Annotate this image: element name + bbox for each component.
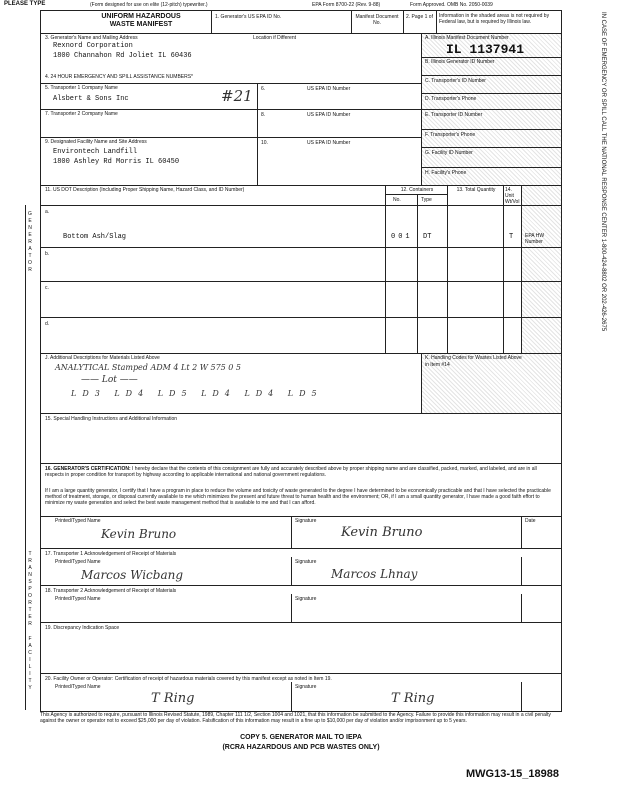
form-approved-number: Form Approved. OMB No. 2050-0039 xyxy=(410,2,493,8)
additional-desc-label: J. Additional Descriptions for Materials Listed Above xyxy=(45,355,160,361)
owner-printed-name-handwriting: T Ring xyxy=(151,691,195,706)
copy-line-1: COPY 5. GENERATOR MAIL TO IEPA xyxy=(240,734,362,741)
generator-certification-text2: If I am a large quantity generator, I certify that I have a program in place to reduce the volume and toxicity of waste generated to the degree I have determined to be economically practicable and that I have selected the practicable method of treatment, storage, or disposal currently available to me which minimizes the present and future threat to human health and the environment; OR, if I am a small quantity generator, I have made a good faith effort to minimize my waste generation and select the best waste management method that is available to me and that I can afford. xyxy=(45,488,551,506)
emergency-phone-label: 4. 24 HOUR EMERGENCY AND SPILL ASSISTANCE NUMBERS* xyxy=(45,74,194,80)
waste-row-letter: d. xyxy=(45,321,50,327)
waste-row-container-type: DT xyxy=(423,233,432,241)
transporter2-printed-name-label: Printed/Typed Name xyxy=(55,596,101,602)
dot-description-label: 11. US DOT Description (Including Proper Shipping Name, Hazard Class, and ID Number) xyxy=(45,187,245,193)
containers-type-label: Type xyxy=(421,197,432,203)
waste-row-container-no: 001 xyxy=(391,233,413,241)
transporter1-printed-name-handwriting: Marcos Wicbang xyxy=(81,568,184,582)
handling-codes-label: K. Handling Codes for Wastes Listed Above xyxy=(425,355,522,361)
facility-address: 1800 Ashley Rd Morris IL 60450 xyxy=(53,158,180,166)
transporter1-ack-label: 17. Transporter 1 Acknowledgement of Receipt of Materials xyxy=(45,551,177,557)
generator-printed-name-handwriting: Kevin Bruno xyxy=(101,527,177,541)
transporter2-ack-label: 18. Transporter 2 Acknowledgement of Receipt of Materials xyxy=(45,588,177,594)
total-quantity-label: 13. Total Quantity xyxy=(456,187,496,193)
epa-hw-number-label: EPA HW Number xyxy=(525,233,545,245)
transporter1-name-label: 5. Transporter 1 Company Name xyxy=(45,85,118,91)
state-field-g-label: G. Facility ID Number xyxy=(425,150,473,156)
unit-label: 14. Unit Wt/Vol xyxy=(505,187,520,205)
manifest-title: UNIFORM HAZARDOUS WASTE MANIFEST xyxy=(101,13,181,28)
discrepancy-label: 19. Discrepancy Indication Space xyxy=(45,625,120,631)
state-field-h-label: H. Facility's Phone xyxy=(425,170,467,176)
state-field-a-value: IL 1137941 xyxy=(446,42,525,57)
generator-signature-handwriting: Kevin Bruno xyxy=(341,525,423,540)
transporter2-name-label: 7. Transporter 2 Company Name xyxy=(45,111,118,117)
owner-signature-handwriting: T Ring xyxy=(391,691,435,706)
owner-printed-name-label: Printed/Typed Name xyxy=(55,684,101,690)
owner-cert-label: 20. Facility Owner or Operator: Certification of receipt of hazardous materials covered by this manifest except as noted in Item 19. xyxy=(45,676,332,682)
form-note: (Form designed for use on elite (12-pitch) typewriter.) xyxy=(90,2,208,8)
info-note: Information in the shaded areas is not required by Federal law, but is required by Illinois law. xyxy=(439,13,550,25)
state-field-c-label: C. Transporter's ID Number xyxy=(425,78,486,84)
generator-name: Rexnord Corporation xyxy=(53,42,133,50)
generator-certification: 16. GENERATOR'S CERTIFICATION: I hereby declare that the contents of this consignment are fully and accurately described above by proper shipping name and are classified, packed, marked, and labeled, and are in all respects in proper condition for transport by highway according to applicable international and national government regulations. xyxy=(45,466,537,478)
containers-label: 12. Containers xyxy=(400,187,434,193)
agency-note: This Agency is authorized to require, pursuant to Illinois Revised Statute, 1989, Chapter 111 1/2, Section 1004 and 1021, that this information be submitted to the Agency. Failure to provide this information may result in a civil penalty against the owner or operator not to exceed $25,000 per day of violation. Falsification of this information may result in a fine up to $10,000 per day of violation and/or imprisonment up to 5 years. xyxy=(40,712,551,724)
transporter1-printed-name-label: Printed/Typed Name xyxy=(55,559,101,565)
transporter1-handwriting: #21 xyxy=(221,87,253,105)
document-id: MWG13-15_18988 xyxy=(466,768,559,780)
generator-printed-name-label: Printed/Typed Name xyxy=(55,518,101,524)
page-label: 2. Page 1 of xyxy=(406,14,433,20)
epa-form-number: EPA Form 8700-22 (Rev. 9-88) xyxy=(312,2,381,8)
generator-side-label: GENERATOR xyxy=(27,211,33,274)
waste-row-description: Bottom Ash/Slag xyxy=(63,233,127,241)
state-field-b-label: B. Illinois Generator ID Number xyxy=(425,59,495,65)
transporter2-num: 8. xyxy=(261,112,266,118)
state-field-f-label: F. Transporter's Phone xyxy=(425,132,476,138)
waste-row-letter: a. xyxy=(45,209,50,215)
manifest-form xyxy=(27,10,562,712)
handling-codes-sub: in Item #14 xyxy=(425,362,450,368)
containers-no-label: No. xyxy=(393,197,401,203)
facility-epa-label: US EPA ID Number xyxy=(307,140,351,146)
special-handling-label: 15. Special Handling Instructions and Additional Information xyxy=(45,416,178,422)
facility-name-label: 9. Designated Facility Name and Site Address xyxy=(45,139,147,145)
generator-name-label: 3. Generator's Name and Mailing Address xyxy=(45,35,138,41)
facility-name: Environtech Landfill xyxy=(53,148,138,156)
emergency-right-note: IN CASE OF EMERGENCY OR SPILL CALL THE NATIONAL RESPONSE CENTER 1-800-424-8802 OR 202-426-2675 xyxy=(600,12,606,332)
state-field-e-label: E. Transporter ID Number xyxy=(425,112,483,118)
date-label: Date xyxy=(525,518,536,524)
copy-line-2: (RCRA HAZARDOUS AND PCB WASTES ONLY) xyxy=(222,744,380,751)
please-type-label: PLEASE TYPE xyxy=(4,1,46,7)
additional-desc-line: ANALYTICAL Stamped ADM 4 Lt 2 W 575 0 5 xyxy=(55,363,242,372)
waste-row-letter: c. xyxy=(45,285,49,291)
transporter1-signature-label: Signature xyxy=(295,559,317,565)
facility-side-label: FACILITY xyxy=(27,636,33,692)
manifest-doc-no-label: Manifest Document No. xyxy=(355,14,399,26)
transporter1-epa-label: US EPA ID Number xyxy=(307,86,351,92)
transporter1-signature-handwriting: Marcos Lhnay xyxy=(331,567,418,581)
additional-desc-handwriting: —— Lot —— xyxy=(81,375,138,385)
location-label: Location if Different xyxy=(253,35,296,41)
state-field-d-label: D. Transporter's Phone xyxy=(425,96,477,102)
additional-desc-codes: LD3 LD4 LD5 LD4 LD4 LD5 xyxy=(71,389,323,398)
generator-epa-id-label: 1. Generator's US EPA ID No. xyxy=(215,14,282,20)
waste-row-unit: T xyxy=(509,233,514,241)
facility-num: 10. xyxy=(261,140,268,146)
transporter2-signature-label: Signature xyxy=(295,596,317,602)
transporter1-name: Alsbert & Sons Inc xyxy=(53,95,129,103)
generator-address: 1800 Channahon Rd Joliet IL 60436 xyxy=(53,52,192,60)
transporter-side-label: TRANSPORTER xyxy=(27,551,33,628)
waste-row-letter: b. xyxy=(45,251,50,257)
transporter1-num: 6. xyxy=(261,86,266,92)
state-field-a-label: A. Illinois Manifest Document Number xyxy=(425,35,509,41)
owner-signature-label: Signature xyxy=(295,684,317,690)
generator-signature-label: Signature xyxy=(295,518,317,524)
transporter2-epa-label: US EPA ID Number xyxy=(307,112,351,118)
